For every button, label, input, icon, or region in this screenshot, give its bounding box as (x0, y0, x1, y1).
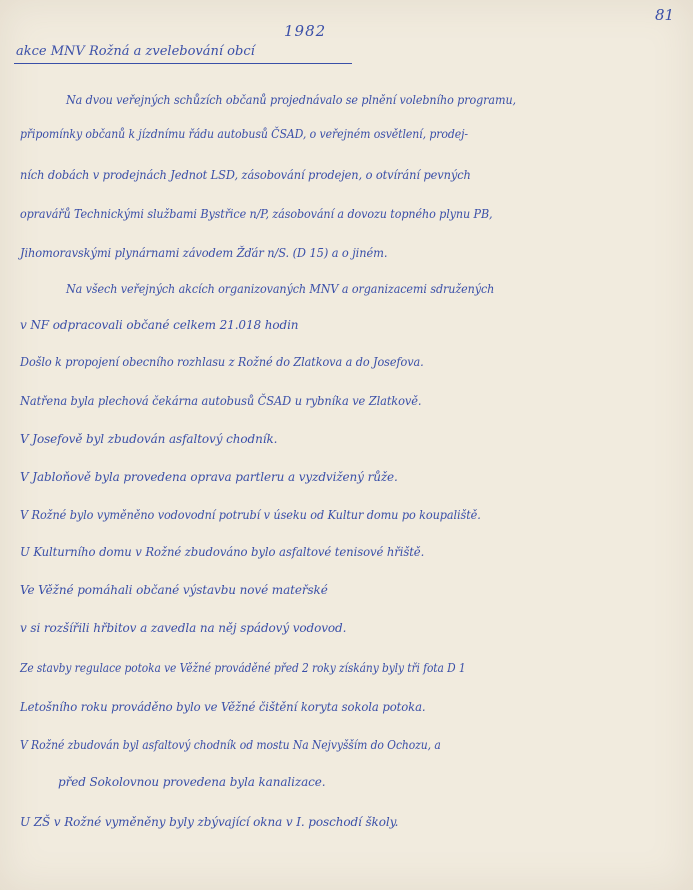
text-line: Došlo k propojení obecního rozhlasu z Rožné do Zlatkova a do Josefova. (20, 355, 424, 369)
text-line: Letošního roku prováděno bylo ve Věžné čištění koryta sokola potoka. (20, 700, 426, 714)
year-heading: 1982 (284, 22, 327, 40)
text-line: Natřena byla plechová čekárna autobusů ČSAD u rybníka ve Zlatkově. (20, 394, 422, 408)
text-line: Jihomoravskými plynárnami závodem Žďár n/S. (D 15) a o jiném. (20, 246, 388, 260)
text-line: U Kulturního domu v Rožné zbudováno bylo asfaltové tenisové hřiště. (20, 545, 425, 559)
text-line: ních dobách v prodejnách Jednot LSD, zásobování prodejen, o otvírání pevných (20, 168, 471, 182)
section-heading: akce MNV Rožná a zvelebování obcí (16, 44, 255, 59)
text-line: v si rozšířili hřbitov a zavedla na něj spádový vodovod. (20, 621, 347, 635)
text-line: U ZŠ v Rožné vyměněny byly zbývající okna v I. poschodí školy. (20, 815, 399, 829)
text-line: před Sokolovnou provedena byla kanalizace. (58, 775, 326, 789)
text-line: připomínky občanů k jízdnímu řádu autobusů ČSAD, o veřejném osvětlení, prodej- (20, 127, 469, 141)
text-line: Na dvou veřejných schůzích občanů projednávalo se plnění volebního programu, (66, 93, 517, 107)
text-line: opravářů Technickými službami Bystřice n/P, zásobování a dovozu topného plynu PB, (20, 207, 493, 221)
text-line: V Rožné zbudován byl asfaltový chodník od mostu Na Nejvyšším do Ochozu, a (20, 738, 441, 752)
page-number: 81 (655, 6, 675, 24)
text-line: Na všech veřejných akcích organizovaných MNV a organizacemi sdružených (66, 282, 495, 296)
text-line: Ve Věžné pomáhali občané výstavbu nové mateřské (20, 583, 328, 597)
text-line: V Rožné bylo vyměněno vodovodní potrubí v úseku od Kultur domu po koupaliště. (20, 508, 481, 522)
text-line: V Jabloňově byla provedena oprava partleru a vyzdvižený růže. (20, 470, 398, 484)
text-line: v NF odpracovali občané celkem 21.018 hodin (20, 318, 299, 332)
text-line: V Josefově byl zbudován asfaltový chodník. (20, 432, 278, 446)
heading-underline (14, 63, 352, 64)
text-line: Ze stavby regulace potoka ve Věžné prováděné před 2 roky získány byly tři fota D 1 (20, 661, 466, 675)
